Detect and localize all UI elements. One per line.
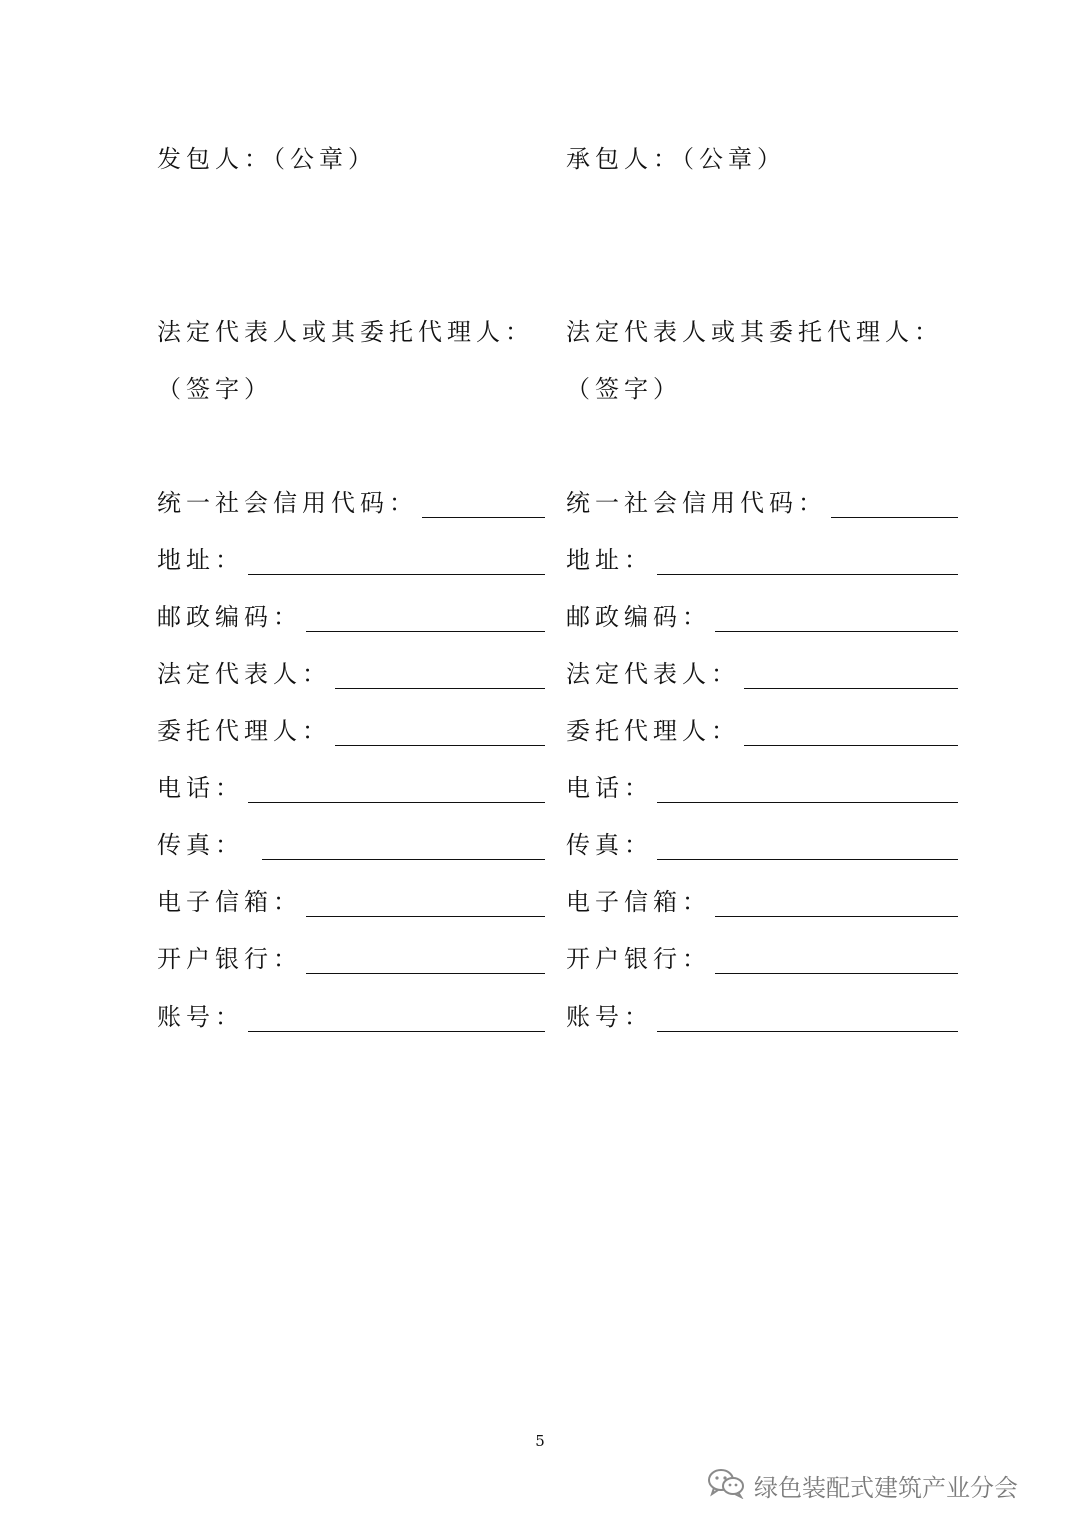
employer-address-field	[157, 545, 545, 577]
field-label: 统一社会信用代码：	[157, 489, 418, 517]
contractor-address-field	[566, 545, 958, 577]
blank-line	[715, 973, 958, 974]
blank-line	[657, 1031, 958, 1032]
blank-line	[657, 574, 958, 575]
employer-bank-field	[157, 944, 545, 976]
contractor-representative-label: 法定代表人或其委托代理人：	[566, 318, 943, 346]
blank-line	[744, 745, 958, 746]
field-label: 传真：	[157, 831, 244, 859]
watermark-text: 绿色装配式建筑产业分会	[754, 1473, 1018, 1502]
blank-line	[715, 631, 958, 632]
blank-line	[657, 859, 958, 860]
employer-postcode-field	[157, 602, 545, 634]
field-label: 电话：	[566, 774, 653, 802]
field-label: 委托代理人：	[566, 717, 740, 745]
field-label: 开户银行：	[157, 945, 302, 973]
blank-line	[248, 802, 545, 803]
contractor-account-field	[566, 1002, 958, 1034]
watermark	[706, 1467, 1018, 1503]
employer-agent-field	[157, 716, 545, 748]
contractor-phone-field	[566, 773, 958, 805]
employer-fax-field	[157, 830, 545, 862]
contractor-bank-field	[566, 944, 958, 976]
contractor-agent-field	[566, 716, 958, 748]
employer-seal-label: 发包人：（公章）	[157, 145, 377, 173]
contractor-seal-label: 承包人：（公章）	[566, 145, 786, 173]
contractor-credit-code-field	[566, 488, 958, 520]
blank-line	[306, 973, 545, 974]
blank-line	[335, 688, 545, 689]
employer-legal-rep-field	[157, 659, 545, 691]
employer-signature-label: （签字）	[157, 375, 273, 403]
contractor-email-field	[566, 887, 958, 919]
blank-line	[335, 745, 545, 746]
blank-line	[248, 1031, 545, 1032]
field-label: 传真：	[566, 831, 653, 859]
employer-phone-field	[157, 773, 545, 805]
field-label: 地址：	[566, 546, 653, 574]
blank-line	[422, 517, 545, 518]
employer-representative-label: 法定代表人或其委托代理人：	[157, 318, 534, 346]
employer-credit-code-field	[157, 488, 545, 520]
blank-line	[262, 859, 545, 860]
employer-email-field	[157, 887, 545, 919]
field-label: 法定代表人：	[157, 660, 331, 688]
contractor-fax-field	[566, 830, 958, 862]
blank-line	[657, 802, 958, 803]
employer-account-field	[157, 1002, 545, 1034]
blank-line	[831, 517, 958, 518]
field-label: 开户银行：	[566, 945, 711, 973]
blank-line	[248, 574, 545, 575]
contractor-postcode-field	[566, 602, 958, 634]
field-label: 委托代理人：	[157, 717, 331, 745]
field-label: 统一社会信用代码：	[566, 489, 827, 517]
contractor-legal-rep-field	[566, 659, 958, 691]
field-label: 电子信箱：	[566, 888, 711, 916]
blank-line	[715, 916, 958, 917]
field-label: 账号：	[566, 1003, 653, 1031]
wechat-icon	[706, 1467, 746, 1503]
page-number: 5	[535, 1432, 545, 1450]
blank-line	[744, 688, 958, 689]
contractor-signature-label: （签字）	[566, 375, 682, 403]
blank-line	[306, 631, 545, 632]
blank-line	[306, 916, 545, 917]
field-label: 电话：	[157, 774, 244, 802]
field-label: 地址：	[157, 546, 244, 574]
field-label: 邮政编码：	[566, 603, 711, 631]
field-label: 账号：	[157, 1003, 244, 1031]
field-label: 电子信箱：	[157, 888, 302, 916]
field-label: 邮政编码：	[157, 603, 302, 631]
field-label: 法定代表人：	[566, 660, 740, 688]
